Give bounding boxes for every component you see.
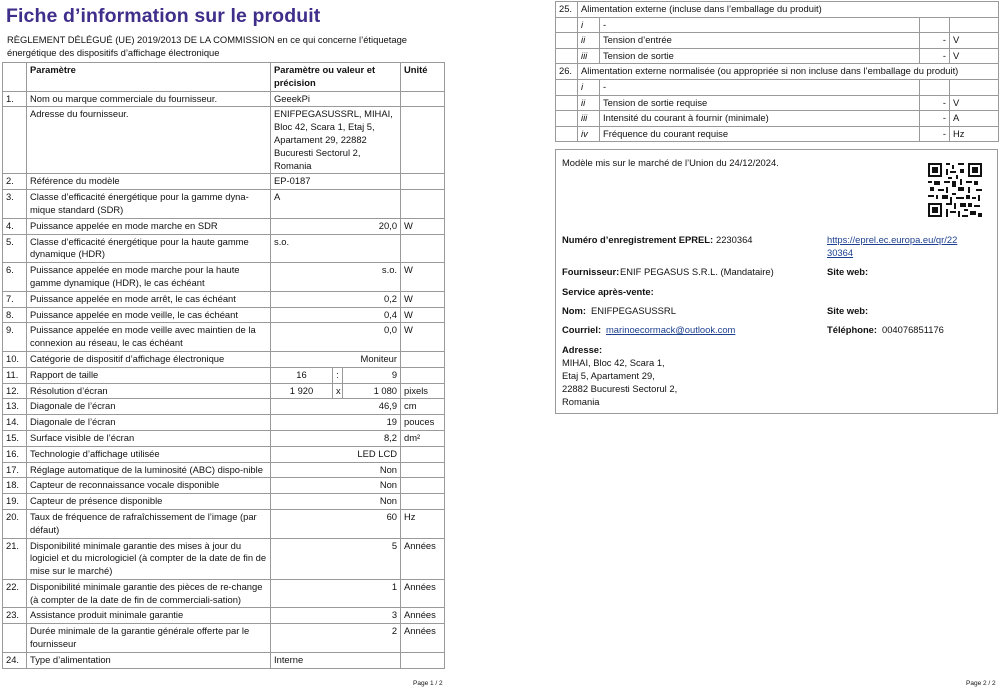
row-number: 17. xyxy=(3,462,27,478)
supplier-info-box xyxy=(555,149,998,414)
row-unit xyxy=(401,367,445,383)
row-value: 20,0 xyxy=(271,218,401,234)
row-value: - xyxy=(920,48,950,64)
row-number: 13. xyxy=(3,399,27,415)
row-unit xyxy=(950,79,999,95)
row-value xyxy=(920,17,950,33)
power-supply-table xyxy=(555,1,999,142)
table-row xyxy=(3,91,445,107)
row-spacer xyxy=(556,79,578,95)
row-number: 6. xyxy=(3,263,27,292)
eprel-label: Numéro d’enregistrement EPREL: xyxy=(562,234,714,245)
row-spacer xyxy=(556,95,578,111)
eprel-link-cont[interactable]: 30364 xyxy=(827,247,854,258)
row-unit: cm xyxy=(401,399,445,415)
row-parameter: Puissance appelée en mode marche pour la haute gamme dynamique (HDR), le cas échéant xyxy=(27,263,271,292)
table-row xyxy=(3,234,445,263)
row-parameter: - xyxy=(600,17,920,33)
row-unit: Hz xyxy=(950,126,999,142)
row-unit: Années xyxy=(401,608,445,624)
row-unit: V xyxy=(950,33,999,49)
row-unit: V xyxy=(950,95,999,111)
table-row xyxy=(3,190,445,219)
table-row xyxy=(3,351,445,367)
row-parameter: Fréquence du courant requise xyxy=(600,126,920,142)
row-number: 9. xyxy=(3,323,27,352)
row-number: 5. xyxy=(3,234,27,263)
row-value-a: 16 xyxy=(271,367,333,383)
table-row xyxy=(556,33,999,49)
row-value: s.o. xyxy=(271,234,401,263)
row-unit xyxy=(401,351,445,367)
row-unit: W xyxy=(401,323,445,352)
page-number: Page 2 / 2 xyxy=(966,680,996,687)
table-header-row xyxy=(3,63,445,92)
row-number: 4. xyxy=(3,218,27,234)
table-row xyxy=(3,446,445,462)
row-value: s.o. xyxy=(271,263,401,292)
row-unit: Années xyxy=(401,624,445,653)
row-parameter: Classe d’efficacité énergétique pour la gamme dyna-mique standard (SDR) xyxy=(27,190,271,219)
regulation-text: RÈGLEMENT DÉLÉGUÉ (UE) 2019/2013 DE LA COMMISSION en ce qui concerne l’étiquetage énergétique des dispositifs d’affichage électronique xyxy=(7,34,408,58)
row-value: 1 xyxy=(271,579,401,608)
row-parameter: Résolution d’écran xyxy=(27,383,271,399)
row-value: Moniteur xyxy=(271,351,401,367)
row-value: EP-0187 xyxy=(271,174,401,190)
row-index: ii xyxy=(578,95,600,111)
row-parameter: Surface visible de l’écran xyxy=(27,430,271,446)
table-row xyxy=(3,399,445,415)
header-param: Paramètre xyxy=(27,63,271,92)
row-value: 19 xyxy=(271,415,401,431)
row-value: - xyxy=(920,33,950,49)
supplier-label: Fournisseur: xyxy=(562,266,620,277)
row-unit: W xyxy=(401,307,445,323)
row-value: 0,2 xyxy=(271,291,401,307)
section-header-row xyxy=(556,2,999,18)
row-value: LED LCD xyxy=(271,446,401,462)
row-index: iii xyxy=(578,48,600,64)
row-number: 11. xyxy=(3,367,27,383)
row-value: A xyxy=(271,190,401,219)
page-1 xyxy=(2,2,443,669)
row-number: 7. xyxy=(3,291,27,307)
row-unit: pouces xyxy=(401,415,445,431)
address-line: MIHAI, Bloc 42, Scara 1, xyxy=(562,357,665,368)
qr-code-icon xyxy=(928,163,982,217)
row-unit xyxy=(401,446,445,462)
row-number: 19. xyxy=(3,494,27,510)
table-row xyxy=(3,263,445,292)
website-label: Site web: xyxy=(827,266,869,277)
header-value: Paramètre ou valeur et précision xyxy=(271,63,401,92)
row-parameter: Réglage automatique de la luminosité (ABC) dispo-nible xyxy=(27,462,271,478)
row-value: - xyxy=(920,126,950,142)
row-value: 60 xyxy=(271,509,401,538)
row-unit xyxy=(401,652,445,668)
table-row xyxy=(3,107,445,174)
section-number: 26. xyxy=(556,64,578,80)
row-value: Interne xyxy=(271,652,401,668)
row-value: - xyxy=(920,95,950,111)
supplier-value: ENIF PEGASUS S.R.L. (Mandataire) xyxy=(620,266,774,277)
row-value: 3 xyxy=(271,608,401,624)
section-title: Alimentation externe (incluse dans l’emballage du produit) xyxy=(578,2,999,18)
row-unit: W xyxy=(401,291,445,307)
row-parameter: Durée minimale de la garantie générale offerte par le fournisseur xyxy=(27,624,271,653)
row-parameter: Référence du modèle xyxy=(27,174,271,190)
row-unit: Années xyxy=(401,579,445,608)
row-number: 10. xyxy=(3,351,27,367)
row-unit: V xyxy=(950,48,999,64)
name-value: ENIFPEGASUSSRL xyxy=(591,305,676,316)
row-parameter: Technologie d’affichage utilisée xyxy=(27,446,271,462)
row-number: 1. xyxy=(3,91,27,107)
row-parameter: Puissance appelée en mode marche en SDR xyxy=(27,218,271,234)
row-unit xyxy=(401,91,445,107)
row-parameter: Type d’alimentation xyxy=(27,652,271,668)
table-row xyxy=(3,383,445,399)
row-unit xyxy=(401,107,445,174)
table-row xyxy=(3,624,445,653)
row-unit xyxy=(401,462,445,478)
row-value: Non xyxy=(271,478,401,494)
address-line: 22882 Bucuresti Sectorul 2, xyxy=(562,383,678,394)
row-unit xyxy=(401,190,445,219)
table-row xyxy=(3,174,445,190)
table-row xyxy=(556,111,999,127)
row-value-b: 9 xyxy=(343,367,401,383)
row-value: 8,2 xyxy=(271,430,401,446)
row-value: - xyxy=(920,111,950,127)
row-value xyxy=(920,79,950,95)
row-number: 15. xyxy=(3,430,27,446)
row-parameter: Catégorie de dispositif d’affichage électronique xyxy=(27,351,271,367)
row-value-b: 1 080 xyxy=(343,383,401,399)
row-unit: W xyxy=(401,218,445,234)
service-label: Service après-vente: xyxy=(562,286,654,297)
row-number: 2. xyxy=(3,174,27,190)
website2-label: Site web: xyxy=(827,305,869,316)
row-parameter: - xyxy=(600,79,920,95)
row-parameter: Taux de fréquence de rafraîchissement de l’image (par défaut) xyxy=(27,509,271,538)
row-unit: Années xyxy=(401,538,445,579)
eprel-link[interactable]: https://eprel.ec.europa.eu/qr/22 xyxy=(827,234,958,245)
table-row xyxy=(3,652,445,668)
row-parameter: Rapport de taille xyxy=(27,367,271,383)
section-header-row xyxy=(556,64,999,80)
row-unit xyxy=(401,494,445,510)
table-row xyxy=(556,79,999,95)
row-parameter: Diagonale de l’écran xyxy=(27,415,271,431)
table-row xyxy=(3,307,445,323)
row-parameter: Classe d’efficacité énergétique pour la haute gamme dynamique (HDR) xyxy=(27,234,271,263)
phone-label: Téléphone: xyxy=(827,324,878,335)
row-parameter: Nom ou marque commerciale du fournisseur. xyxy=(27,91,271,107)
row-parameter: Disponibilité minimale garantie des mises à jour du logiciel et du micrologiciel (à compter de la date de fin de mise sur le marché) xyxy=(27,538,271,579)
row-parameter: Puissance appelée en mode veille avec maintien de la connexion au réseau, le cas échéant xyxy=(27,323,271,352)
row-unit: W xyxy=(401,263,445,292)
row-spacer xyxy=(556,126,578,142)
row-value: 0,4 xyxy=(271,307,401,323)
row-unit xyxy=(401,234,445,263)
market-date: Modèle mis sur le marché de l’Union du 24/12/2024. xyxy=(562,157,779,168)
row-value: Non xyxy=(271,494,401,510)
row-number: 16. xyxy=(3,446,27,462)
row-parameter: Adresse du fournisseur. xyxy=(27,107,271,174)
table-row xyxy=(556,17,999,33)
row-number: 3. xyxy=(3,190,27,219)
table-row xyxy=(3,538,445,579)
row-number: 21. xyxy=(3,538,27,579)
table-row xyxy=(3,367,445,383)
section-number: 25. xyxy=(556,2,578,18)
row-unit: pixels xyxy=(401,383,445,399)
row-number: 12. xyxy=(3,383,27,399)
row-parameter: Intensité du courant à fournir (minimale) xyxy=(600,111,920,127)
table-row xyxy=(3,579,445,608)
row-number: 24. xyxy=(3,652,27,668)
row-value-sep: : xyxy=(333,367,343,383)
row-number: 23. xyxy=(3,608,27,624)
table-row xyxy=(3,462,445,478)
row-unit: dm² xyxy=(401,430,445,446)
row-value: 5 xyxy=(271,538,401,579)
row-value-a: 1 920 xyxy=(271,383,333,399)
row-number: 14. xyxy=(3,415,27,431)
row-index: iii xyxy=(578,111,600,127)
name-label: Nom: xyxy=(562,305,586,316)
row-parameter: Diagonale de l’écran xyxy=(27,399,271,415)
row-unit: A xyxy=(950,111,999,127)
table-row xyxy=(556,48,999,64)
phone-value: 004076851176 xyxy=(882,324,944,335)
row-parameter: Disponibilité minimale garantie des pièces de re-change (à compter de la date de fin de commerciali-sation) xyxy=(27,579,271,608)
row-spacer xyxy=(556,48,578,64)
row-spacer xyxy=(556,33,578,49)
row-parameter: Puissance appelée en mode arrêt, le cas échéant xyxy=(27,291,271,307)
row-parameter: Capteur de reconnaissance vocale disponible xyxy=(27,478,271,494)
row-number: 18. xyxy=(3,478,27,494)
address-label: Adresse: xyxy=(562,344,603,355)
row-index: iv xyxy=(578,126,600,142)
table-row xyxy=(3,608,445,624)
table-row xyxy=(556,126,999,142)
row-value-sep: x xyxy=(333,383,343,399)
row-value: 0,0 xyxy=(271,323,401,352)
table-row xyxy=(3,509,445,538)
address-line: Romania xyxy=(562,396,600,407)
table-row xyxy=(3,430,445,446)
row-parameter: Assistance produit minimale garantie xyxy=(27,608,271,624)
row-number xyxy=(3,107,27,174)
row-value: GeeekPi xyxy=(271,91,401,107)
table-row xyxy=(556,95,999,111)
table-row xyxy=(3,291,445,307)
row-unit xyxy=(401,478,445,494)
row-index: ii xyxy=(578,33,600,49)
page-title: Fiche d’information sur le produit xyxy=(6,5,321,27)
address-line: Etaj 5, Apartament 29, xyxy=(562,370,655,381)
row-value: 2 xyxy=(271,624,401,653)
row-parameter: Tension de sortie requise xyxy=(600,95,920,111)
row-spacer xyxy=(556,111,578,127)
row-number: 8. xyxy=(3,307,27,323)
row-value: ENIFPEGASUSSRL, MIHAI, Bloc 42, Scara 1, Etaj 5, Apartament 29, 22882 Bucuresti Sectorul 2, Romania xyxy=(271,107,401,174)
page-number: Page 1 / 2 xyxy=(413,680,443,687)
table-row xyxy=(3,218,445,234)
section-title: Alimentation externe normalisée (ou appropriée si non incluse dans l’emballage du produit) xyxy=(578,64,999,80)
email-link[interactable]: marinoecormack@outlook.com xyxy=(606,324,736,335)
table-row xyxy=(3,323,445,352)
row-value: Non xyxy=(271,462,401,478)
row-parameter: Puissance appelée en mode veille, le cas échéant xyxy=(27,307,271,323)
row-unit xyxy=(950,17,999,33)
row-index: i xyxy=(578,79,600,95)
row-parameter: Tension d’entrée xyxy=(600,33,920,49)
row-unit: Hz xyxy=(401,509,445,538)
email-label: Courriel: xyxy=(562,324,602,335)
row-number: 22. xyxy=(3,579,27,608)
header-unit: Unité xyxy=(401,63,445,92)
table-row xyxy=(3,494,445,510)
row-number: 20. xyxy=(3,509,27,538)
row-value: 46,9 xyxy=(271,399,401,415)
product-info-table xyxy=(2,62,445,669)
row-parameter: Tension de sortie xyxy=(600,48,920,64)
row-parameter: Capteur de présence disponible xyxy=(27,494,271,510)
row-index: i xyxy=(578,17,600,33)
row-number xyxy=(3,624,27,653)
row-spacer xyxy=(556,17,578,33)
table-row xyxy=(3,415,445,431)
row-unit xyxy=(401,174,445,190)
eprel-value: 2230364 xyxy=(716,234,753,245)
table-row xyxy=(3,478,445,494)
